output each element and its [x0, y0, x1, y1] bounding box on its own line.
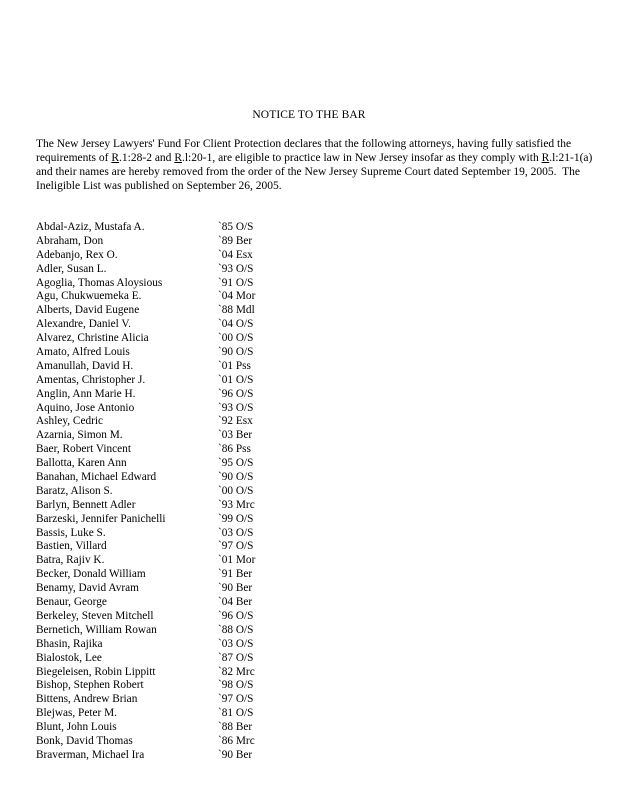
- list-item: [36, 429, 336, 443]
- attorney-name: Batra, Rajiv K.: [36, 554, 105, 567]
- rule-ref-3: R: [541, 152, 550, 164]
- list-item: [36, 749, 336, 763]
- admission-year-county: `96 O/S: [218, 387, 254, 400]
- attorney-name: Bassis, Luke S.: [36, 526, 106, 539]
- notice-intro: [36, 137, 596, 193]
- admission-year-county: `90 Ber: [218, 748, 253, 761]
- admission-year-county: `03 Ber: [218, 429, 253, 442]
- list-item: [36, 235, 336, 249]
- admission-year-county: `91 Ber: [218, 568, 253, 581]
- admission-year-county: `01 Mor: [218, 554, 256, 567]
- admission-year-county: `90 O/S: [218, 471, 254, 484]
- list-item: [36, 735, 336, 749]
- list-item: [36, 374, 336, 388]
- rule-ref-1: R: [111, 152, 120, 164]
- list-item: [36, 666, 336, 680]
- list-item: [36, 540, 336, 554]
- admission-year-county: `99 O/S: [218, 512, 254, 525]
- rule-ref-2: R: [174, 152, 182, 164]
- admission-year-county: `00 O/S: [218, 332, 254, 345]
- admission-year-county: `88 Mdl: [218, 304, 255, 317]
- admission-year-county: `82 Mrc: [218, 665, 255, 678]
- attorney-name: Becker, Donald William: [36, 568, 146, 581]
- attorney-name: Ballotta, Karen Ann: [36, 457, 127, 470]
- intro-text-1: The New Jersey Lawyers' Fund For Client Protection declares that the following attorneys, having fully satisfied the requirements of: [36, 138, 574, 164]
- attorney-name: Blunt, John Louis: [36, 721, 117, 734]
- admission-year-county: `88 O/S: [218, 623, 254, 636]
- attorney-name: Alexandre, Daniel V.: [36, 318, 131, 331]
- attorney-name: Bastien, Villard: [36, 540, 107, 553]
- attorney-name: Abdal-Aziz, Mustafa A.: [36, 221, 145, 233]
- admission-year-county: `86 Mrc: [218, 734, 255, 747]
- attorney-name: Biegeleisen, Robin Lippitt: [36, 665, 156, 678]
- attorney-list: [36, 221, 336, 763]
- list-item: [36, 221, 336, 235]
- admission-year-county: `04 Mor: [218, 290, 256, 303]
- admission-year-county: `01 Pss: [218, 359, 251, 372]
- intro-text-2: .1:28-2 and: [119, 152, 175, 164]
- list-item: [36, 693, 336, 707]
- list-item: [36, 388, 336, 402]
- attorney-name: Agu, Chukwuemeka E.: [36, 290, 142, 303]
- list-item: [36, 624, 336, 638]
- list-item: [36, 596, 336, 610]
- list-item: [36, 402, 336, 416]
- attorney-name: Abraham, Don: [36, 234, 104, 247]
- list-item: [36, 513, 336, 527]
- admission-year-county: `87 O/S: [218, 651, 254, 664]
- admission-year-county: `00 O/S: [218, 484, 254, 497]
- attorney-name: Adebanjo, Rex O.: [36, 248, 118, 261]
- attorney-name: Barlyn, Bennett Adler: [36, 498, 136, 511]
- list-item: [36, 318, 336, 332]
- list-item: [36, 443, 336, 457]
- list-item: [36, 527, 336, 541]
- attorney-name: Bishop, Stephen Robert: [36, 679, 144, 692]
- intro-text-3: .l:20-1, are eligible to practice law in New Jersey insofar as they comply with: [181, 152, 542, 164]
- list-item: [36, 457, 336, 471]
- notice-title: NOTICE TO THE BAR: [252, 109, 366, 121]
- admission-year-county: `04 Ber: [218, 596, 253, 609]
- list-item: [36, 568, 336, 582]
- attorney-name: Bialostok, Lee: [36, 651, 102, 664]
- attorney-name: Bonk, David Thomas: [36, 734, 133, 747]
- admission-year-county: `01 O/S: [218, 373, 254, 386]
- list-item: [36, 485, 336, 499]
- admission-year-county: `90 Ber: [218, 582, 253, 595]
- admission-year-county: `96 O/S: [218, 609, 254, 622]
- attorney-name: Ashley, Cedric: [36, 415, 104, 428]
- attorney-name: Adler, Susan L.: [36, 262, 107, 275]
- intro-text-4: .l:21-1(a) and their names are hereby removed from the order of the New Jersey Supreme Court dated September 19, 2005. The Ineligible List was published on September 26, 2005.: [36, 152, 596, 192]
- attorney-name: Benamy, David Avram: [36, 582, 139, 595]
- attorney-name: Berkeley, Steven Mitchell: [36, 609, 154, 622]
- admission-year-county: `92 Esx: [218, 415, 253, 428]
- admission-year-county: `04 Esx: [218, 248, 253, 261]
- list-item: [36, 582, 336, 596]
- list-item: [36, 679, 336, 693]
- admission-year-county: `98 O/S: [218, 679, 254, 692]
- attorney-name: Baer, Robert Vincent: [36, 443, 131, 456]
- admission-year-county: `88 Ber: [218, 721, 253, 734]
- admission-year-county: `04 O/S: [218, 318, 254, 331]
- admission-year-county: `81 O/S: [218, 707, 254, 720]
- list-item: [36, 332, 336, 346]
- admission-year-county: `93 O/S: [218, 262, 254, 275]
- attorney-name: Baratz, Alison S.: [36, 484, 113, 497]
- attorney-name: Blejwas, Peter M.: [36, 707, 117, 720]
- admission-year-county: `86 Pss: [218, 443, 251, 456]
- admission-year-county: `97 O/S: [218, 693, 254, 706]
- attorney-name: Alberts, David Eugene: [36, 304, 140, 317]
- attorney-name: Bernetich, William Rowan: [36, 623, 157, 636]
- attorney-name: Aquino, Jose Antonio: [36, 401, 135, 414]
- list-item: [36, 360, 336, 374]
- attorney-name: Alvarez, Christine Alicia: [36, 332, 149, 345]
- admission-year-county: `03 O/S: [218, 526, 254, 539]
- attorney-name: Amato, Alfred Louis: [36, 346, 130, 359]
- list-item: [36, 554, 336, 568]
- list-item: [36, 707, 336, 721]
- attorney-name: Azarnia, Simon M.: [36, 429, 123, 442]
- list-item: [36, 652, 336, 666]
- attorney-name: Amanullah, David H.: [36, 359, 134, 372]
- attorney-name: Agoglia, Thomas Aloysious: [36, 276, 163, 289]
- admission-year-county: `97 O/S: [218, 540, 254, 553]
- attorney-name: Benaur, George: [36, 596, 107, 609]
- attorney-name: Anglin, Ann Marie H.: [36, 387, 136, 400]
- admission-year-county: `89 Ber: [218, 234, 253, 247]
- intro-paragraph: [36, 137, 596, 193]
- list-item: [36, 415, 336, 429]
- attorney-name: Bhasin, Rajika: [36, 637, 103, 650]
- attorney-name: Banahan, Michael Edward: [36, 471, 157, 484]
- admission-year-county: `95 O/S: [218, 457, 254, 470]
- list-item: [36, 721, 336, 735]
- attorney-name: Braverman, Michael Ira: [36, 748, 145, 761]
- list-item: [36, 263, 336, 277]
- admission-year-county: `93 O/S: [218, 401, 254, 414]
- list-item: [36, 471, 336, 485]
- list-item: [36, 499, 336, 513]
- list-item: [36, 249, 336, 263]
- admission-year-county: `03 O/S: [218, 637, 254, 650]
- admission-year-county: `93 Mrc: [218, 498, 255, 511]
- list-item: [36, 304, 336, 318]
- list-item: [36, 610, 336, 624]
- attorney-name: Amentas, Christopher J.: [36, 373, 146, 386]
- list-item: [36, 290, 336, 304]
- attorney-name: Bittens, Andrew Brian: [36, 693, 138, 706]
- list-item: [36, 638, 336, 652]
- admission-year-county: `91 O/S: [218, 276, 254, 289]
- list-item: [36, 346, 336, 360]
- admission-year-county: `85 O/S: [218, 221, 254, 233]
- attorney-name: Barzeski, Jennifer Panichelli: [36, 512, 166, 525]
- admission-year-county: `90 O/S: [218, 346, 254, 359]
- list-item: [36, 277, 336, 291]
